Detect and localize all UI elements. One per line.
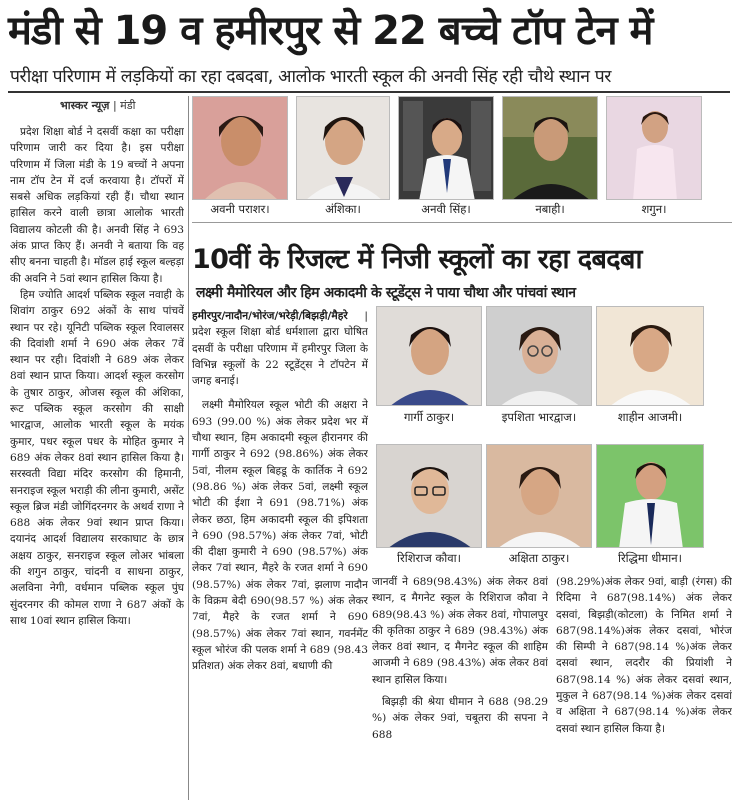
column-divider (188, 96, 189, 800)
student-portrait-icon (487, 307, 592, 406)
caption-rishiraj: रिशिराज कौवा। (397, 551, 461, 565)
byline-place: मंडी (120, 99, 136, 112)
photo-nabahi (502, 96, 598, 200)
headline-divider (8, 91, 730, 93)
student-portrait-icon (193, 97, 288, 200)
photo-gargi (376, 306, 482, 406)
photo-riddhima (596, 444, 704, 548)
hamirpur-col-a-body: लक्ष्मी मैमोरियल स्कूल भोटी की अक्षरा ने 693 (99.00 %) अंक लेकर प्रदेश भर में चौथा स्थान, हिम अकादमी स्कूल हीरानगर की गार्गी ठाकुर ने 692 (98.86%) अंक लेकर 5वां, नीलम स्कूल बिहडू के कार्तिक ने 692 (98.86 %) अंक लेकर 5वां, लक्ष्मी स्कूल भोटी की ईशा ने 691 (98.71%) अंक लेकर छठा, हिम अकादमी स्कूल की इपिशता ने 690 (98.57%) अंक लेकर 7वां, भोटी की दीक्षा कुमारी ने 690 (98.57%) अंक लेकर 7वां स्थान, मैहरे के रजत शर्मा ने 690 (98.57%) अंक लेकर 7वां, झलाण नादौन के विक्रम बेदी 690(98.57 %) अंक लेकर 7वां, मैहरे के रजत शर्मा ने 690 (98.57%) अंक लेकर 7वां स्थान, गवर्नमेंट स्कूल भोरंज की पलक शर्मा ने 689 (98.43 प्रतिशत) अंक लेकर 8वां, बधाणी की (192, 399, 368, 673)
mandi-story (10, 124, 184, 800)
mandi-paragraph-1: प्रदेश शिक्षा बोर्ड ने दसवीं कक्षा का परीक्षा परिणाम जारी कर दिया है। इस परीक्षा परिणाम में जिला मंडी के 19 बच्चों ने अपना नाम टॉप टेन में दर्ज करवाया है। टॉपरों में सबसे अधिक लड़कियां रही हैं। चौथा स्थान हासिल करने वाली छात्रा आलोक भारती विद्यालय कोटली की है। अनवी सिंह ने 693 अंक प्राप्त किए हैं। अनवी ने बताया कि वह सीए बनना चाहती है। मॉडल हाई स्कूल बल्हड़ा की अवनि ने 5वां स्थान हासिल किया है। (10, 126, 184, 285)
section-divider (192, 222, 732, 223)
caption-shagun: शगुन। (641, 202, 667, 216)
caption-avani: अवनी पराशर। (210, 202, 270, 216)
page-headline: मंडी से 19 व हमीरपुर से 22 बच्चे टॉप टेन में (8, 8, 653, 54)
photo-anshika (296, 96, 390, 200)
hamirpur-col-b (372, 574, 548, 800)
student-portrait-icon (377, 307, 482, 406)
page-subheadline: परीक्षा परिणाम में लड़कियों का रहा दबदबा, आलोक भारती स्कूल की अनवी सिंह रही चौथे स्थान पर (10, 67, 612, 87)
caption-anshika: अंशिका। (325, 202, 361, 216)
byline: भास्कर न्यूज़ | मंडी (60, 99, 136, 112)
caption-gargi: गार्गी ठाकुर। (403, 410, 455, 424)
photo-ipshita (486, 306, 592, 406)
hamirpur-dateline: हमीरपुर/नादौन/भोरंज/भरेड़ी/बिझड़ी/मैहरे (192, 310, 348, 322)
byline-source: भास्कर न्यूज़ (60, 99, 110, 112)
student-portrait-icon (607, 97, 702, 200)
caption-shaheen: शाहीन आजमी। (617, 410, 683, 424)
hamirpur-col-b-body: जानवीं ने 689(98.43%) अंक लेकर 8वां स्थान, द मैगनेट स्कूल के रिशिराज कौवा ने 689(98.43 %) अंक लेकर 8वां, गोपालपुर की कृतिका ठाकुर ने 689 (98.43%) अंक लेकर 8वां स्थान, द मैगनेट स्कूल की शाहिम आजमी ने 689 (98.43%) अंक लेकर 8वां स्थान हासिल किया। (372, 576, 548, 686)
hamirpur-intro: प्रदेश स्कूल शिक्षा बोर्ड धर्मशाला द्वारा घोषित दसवीं के परीक्षा परिणाम में हमीरपुर जिला के विभिन्न स्कूलों के 22 स्टूडेंट्स ने टॉपटेन में जगह बनाई। (192, 326, 368, 388)
hamirpur-subheadline: लक्ष्मी मैमोरियल और हिम अकादमी के स्टूडेंट्स ने पाया चौथा और पांचवां स्थान (196, 285, 576, 301)
photo-shagun (606, 96, 702, 200)
caption-anvi: अनवी सिंह। (421, 202, 471, 216)
caption-ipshita: इपशिता भारद्वाज। (501, 410, 577, 424)
hamirpur-col-c-body: (98.29%)अंक लेकर 9वां, बाड़ी (रंगस) की रिदिमा ने 687(98.14%) अंक लेकर दसवां, बिझड़ी(कोटला) के निमित शर्मा ने 687(98.14%)अंक लेकर दसवां, भोरंज की सिम्पी ने 687(98.14 %)अंक लेकर दसवां स्थान, लदरौर की प्रियांशी ने 687(98.14 %) अंक लेकर दसवां स्थान, मुकुल ने 687(98.14 %)अंक लेकर दसवां व अक्षिता ने 687(98.14 %)अंक लेकर दसवां स्थान हासिल किया है। (556, 576, 732, 735)
student-portrait-icon (597, 445, 704, 548)
hamirpur-col-c (556, 574, 732, 800)
photo-shaheen (596, 306, 704, 406)
caption-nabahi: नबाही। (535, 202, 565, 216)
student-portrait-icon (297, 97, 390, 200)
mandi-paragraph-2: हिम ज्योति आदर्श पब्लिक स्कूल नवाही के शिवांग ठाकुर 692 अंकों के साथ पांचवें स्थान पर रहे। यूनिटी पब्लिक स्कूल रिवालसर की दिवांशी शर्मा ने 690 अंक लेकर 7वें स्थान पर रही। दिवांशी ने 689 अंक लेकर 8वां स्थान प्राप्त किया। आदर्श स्कूल करसोग के तुषार ठाकुर, ओजस स्कूल की अंशिका, रूट पब्लिक स्कूल करसोग की साक्षी भारद्वाज, आलोक भारती स्कूल के मयंक कुमार, पधर स्कूल पधर के मोहित कुमार ने 689 अंक लेकर 8वां स्थान हासिल किया है। सरस्वती विद्या मंदिर करसोग की हिमानी, सनराइज स्कूल भराड़ी की लीना कुमारी, असेंट स्कूल ब्रिज मंडी जोगिंदरनगर के अथर्व राणा ने 688 अंक लेकर 9वां स्थान प्राप्त किया। दयानंद आदर्श विद्यालय सरकाघाट के छात्र अक्षय ठाकुर, सनराइज स्कूल लोअर भांबला की शगुन ठाकुर, चांदनी व साधना ठाकुर, अलविना नेगी, वर्धमान पब्लिक स्कूल पुंघ सुंदरनगर की कोमल राणा ने 687 अंकों के साथ 10वां स्थान हासिल किया। (10, 288, 184, 627)
caption-akshita: अक्षिता ठाकुर। (508, 551, 570, 565)
photo-akshita (486, 444, 592, 548)
student-portrait-icon (503, 97, 598, 200)
photo-anvi (398, 96, 494, 200)
student-portrait-icon (399, 97, 494, 200)
photo-avani (192, 96, 288, 200)
hamirpur-headline: 10वीं के रिजल्ट में निजी स्कूलों का रहा दबदबा (192, 244, 642, 275)
student-portrait-icon (487, 445, 592, 548)
caption-riddhima: रिद्धिमा धीमान। (617, 551, 682, 565)
hamirpur-col-a: हमीरपुर/नादौन/भोरंज/भरेड़ी/बिझड़ी/मैहरे | प्रदेश स्कूल शिक्षा बोर्ड धर्मशाला द्वारा घोषित दसवीं के परीक्षा परिणाम में हमीरपुर जिला के विभिन्न स्कूलों के 22 स्टूडेंट्स ने टॉपटेन में जगह बनाई। लक्ष्मी मैमोरियल स्कूल भोटी की अक्षरा ने 693 (99.00 %) अंक लेकर प्रदेश भर में चौथा स्थान, हिम अकादमी स्कूल हीरानगर की गार्गी ठाकुर ने 692 (98.86%) अंक लेकर 5वां, नीलम स्कूल बिहडू के कार्तिक ने 692 (98.86 %) अंक लेकर 5वां, लक्ष्मी स्कूल भोटी की ईशा ने 691 (98.71%) अंक लेकर छठा, हिम अकादमी स्कूल की इपिशता ने 690 (98.57%) अंक लेकर 7वां, भोटी की दीक्षा कुमारी ने 690 (98.57%) अंक लेकर 7वां स्थान, मैहरे के रजत शर्मा ने 690 (98.57%) अंक लेकर 7वां, झलाण नादौन के विक्रम बेदी 690(98.57 %) अंक लेकर 7वां, मैहरे के रजत शर्मा ने 690 (98.57%) अंक लेकर 7वां स्थान, गवर्नमेंट स्कूल भोरंज की पलक शर्मा ने 689 (98.43 प्रतिशत) अंक लेकर 8वां, बधाणी की (192, 308, 368, 800)
photo-rishiraj (376, 444, 482, 548)
student-portrait-icon (597, 307, 704, 406)
hamirpur-col-b-body-2: बिझड़ी की श्रेया धीमान ने 688 (98.29 %) अंक लेकर 9वां, चबूतरा की सपना ने 688 (372, 696, 548, 741)
student-portrait-icon (377, 445, 482, 548)
